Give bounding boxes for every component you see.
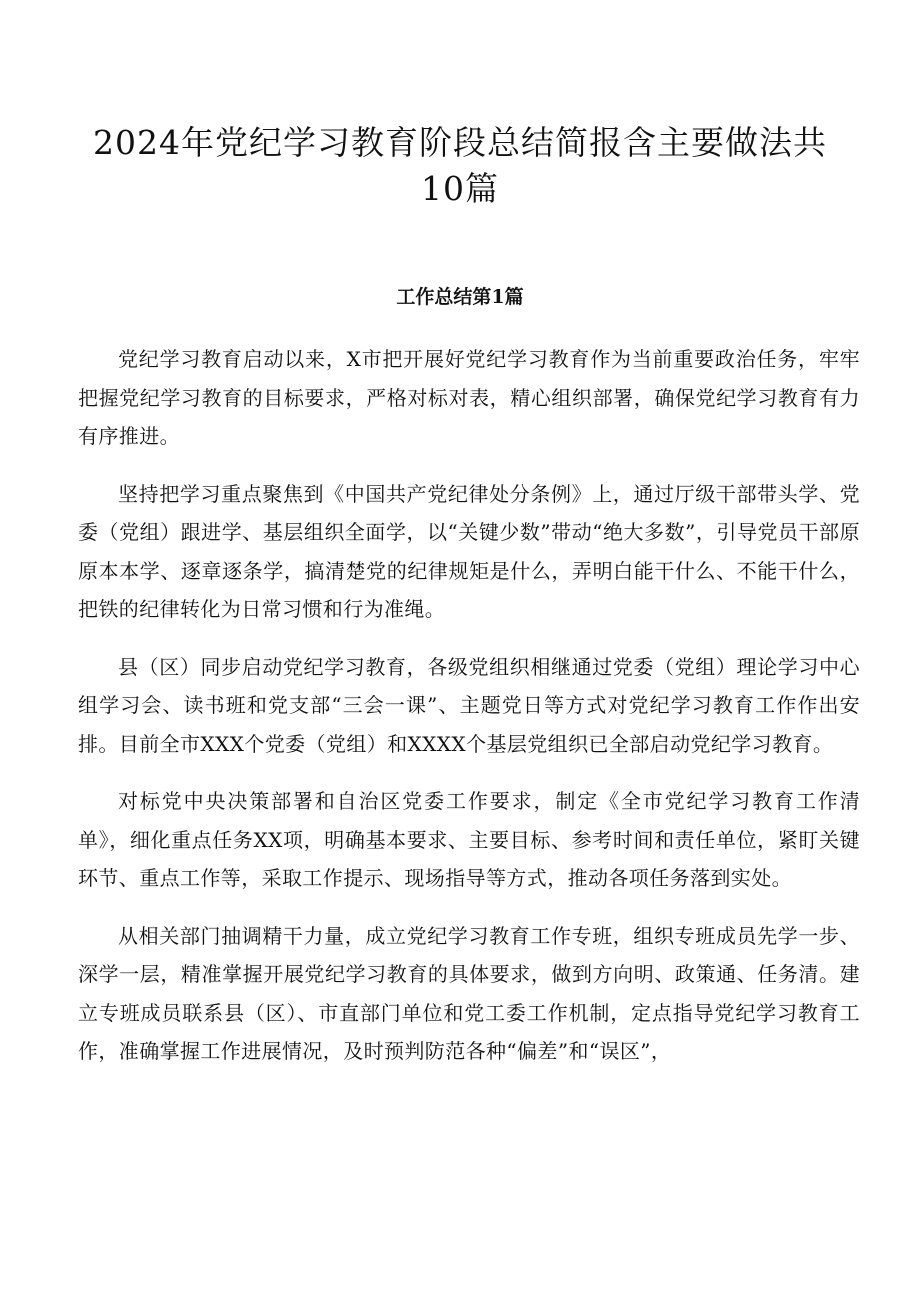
paragraph-1: 党纪学习教育启动以来，X市把开展好党纪学习教育作为当前重要政治任务，牢牢把握党纪学习教育的目标要求，严格对标对表，精心组织部署，确保党纪学习教育有力有序推进。 [78,347,860,448]
paragraph-5: 从相关部门抽调精干力量，成立党纪学习教育工作专班，组织专班成员先学一步、深学一层，精准掌握开展党纪学习教育的具体要求，做到方向明、政策通、任务清。建立专班成员联系县（区）、市直部门单位和党工委工作机制，定点指导党纪学习教育工作，准确掌握工作进展情况，及时预判防范各种“偏差”和“误区”， [78,923,860,1063]
document-body [78,340,860,1090]
paragraph-4: 对标党中央决策部署和自治区党委工作要求，制定《全市党纪学习教育工作清单》，细化重点任务XX项，明确基本要求、主要目标、参考时间和责任单位，紧盯关键环节、重点工作等，采取工作提示、现场指导等方式，推动各项任务落到实处。 [78,789,860,890]
paragraph-3: 县（区）同步启动党纪学习教育，各级党组织相继通过党委（党组）理论学习中心组学习会、读书班和党支部“三会一课”、主题党日等方式对党纪学习教育工作作出安排。目前全市XXX个党委（党组）和XXXX个基层党组织已全部启动党纪学习教育。 [78,654,860,756]
section-heading: 工作总结第1篇 [396,286,524,308]
document-title: 2024年党纪学习教育阶段总结简报含主要做法共10篇 [93,123,827,208]
paragraph-2: 坚持把学习重点聚焦到《中国共产党纪律处分条例》上，通过厅级干部带头学、党委（党组）跟进学、基层组织全面学，以“关键少数”带动“绝大多数”，引导党员干部原原本本学、逐章逐条学，搞清楚党的纪律规矩是什么，弄明白能干什么、不能干什么，把铁的纪律转化为日常习惯和行为准绳。 [78,481,860,621]
